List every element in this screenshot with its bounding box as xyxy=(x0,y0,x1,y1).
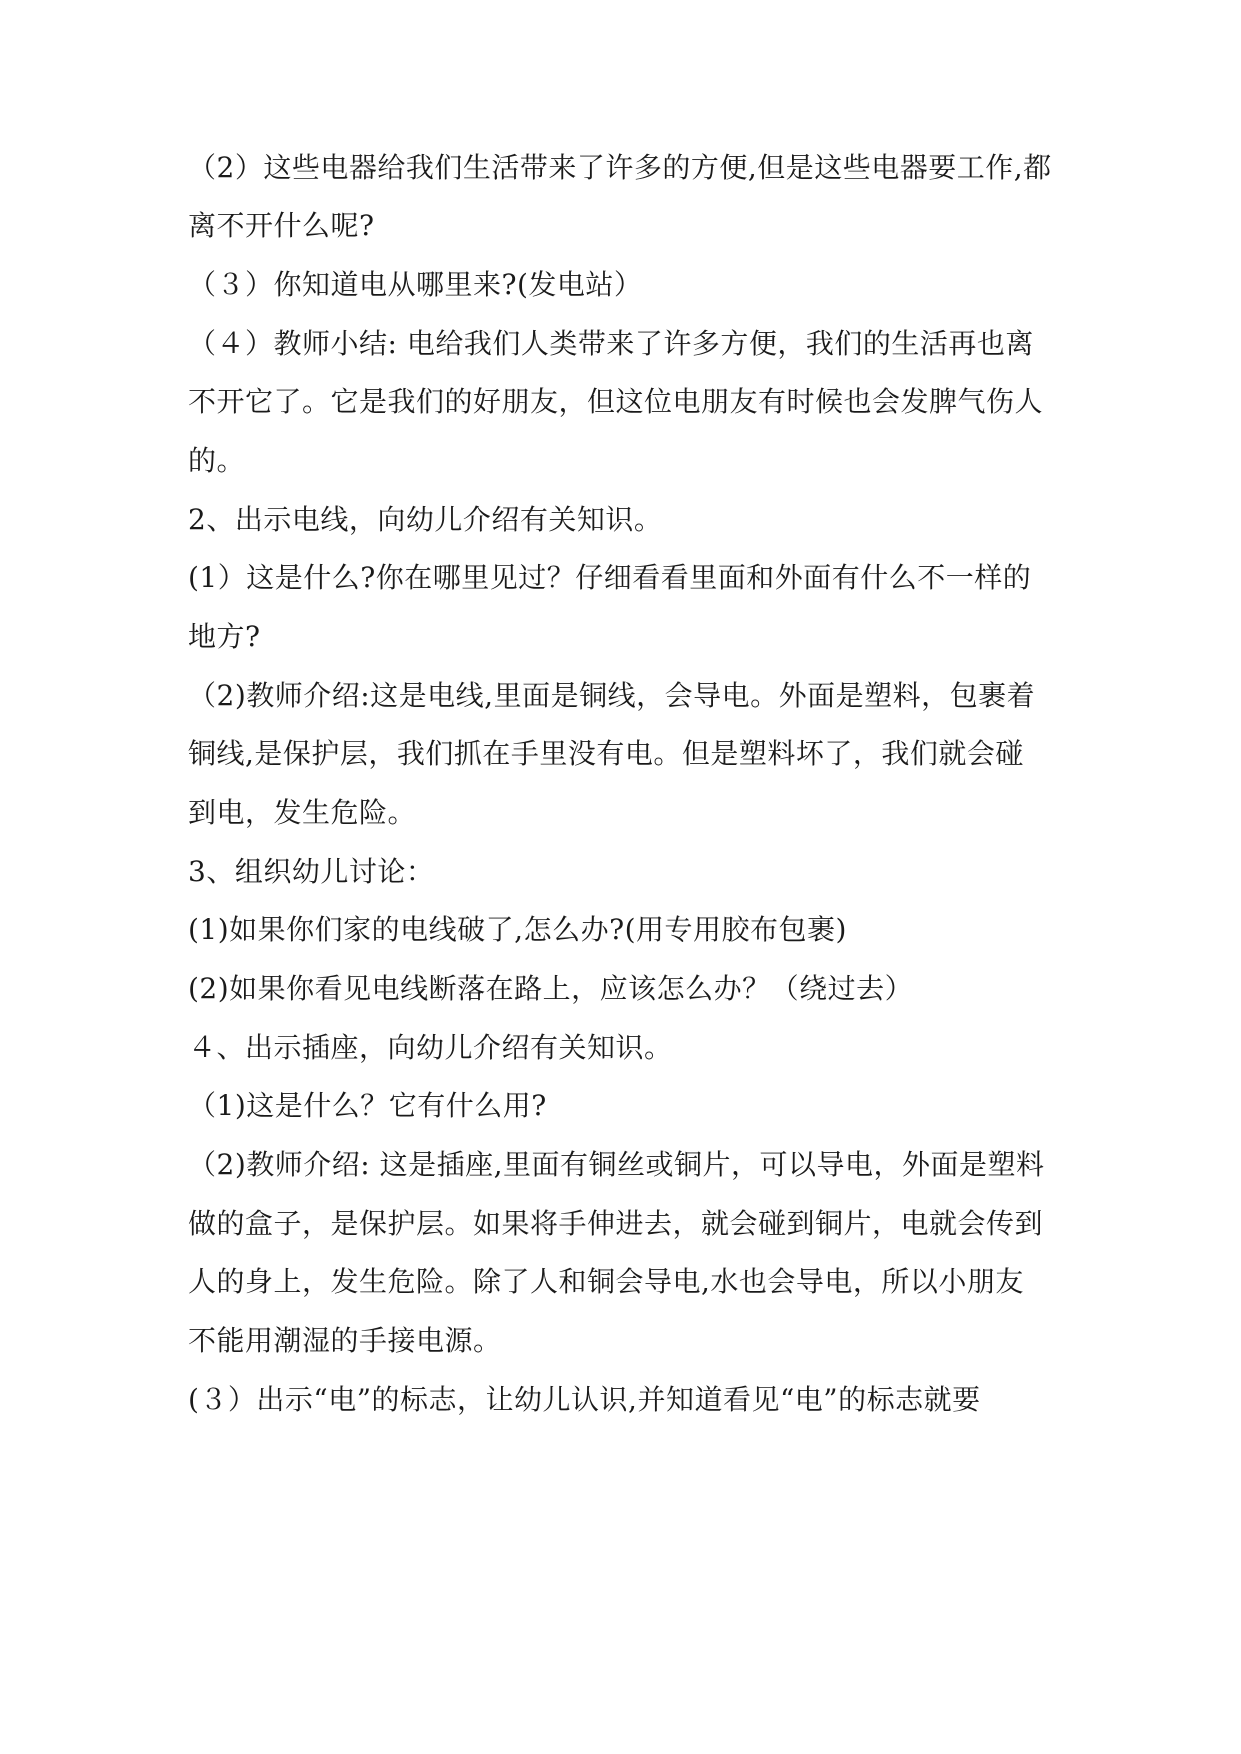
text-line: (３）出示“电”的标志，让幼儿认识,并知道看见“电”的标志就要 xyxy=(188,1383,981,1416)
text-line: 2、出示电线，向幼儿介绍有关知识。 xyxy=(188,503,663,536)
text-line: （４）教师小结: 电给我们人类带来了许多方便，我们的生活再也离 xyxy=(188,327,1034,360)
text-line: 3、组织幼儿讨论： xyxy=(188,855,435,888)
text-line: （３）你知道电从哪里来?(发电站） xyxy=(188,268,643,301)
text-line: 不开它了。它是我们的好朋友，但这位电朋友有时候也会发脾气伤人 xyxy=(188,385,1044,418)
text-line: 做的盒子，是保护层。如果将手伸进去，就会碰到铜片，电就会传到 xyxy=(188,1207,1044,1240)
text-line: 不能用潮湿的手接电源。 xyxy=(188,1324,502,1357)
text-line: (1)如果你们家的电线破了,怎么办?(用专用胶布包裹) xyxy=(188,913,847,946)
text-line: 人的身上，发生危险。除了人和铜会导电,水也会导电，所以小朋友 xyxy=(188,1265,1024,1298)
text-line: （2)教师介绍: 这是插座,里面有铜丝或铜片，可以导电，外面是塑料 xyxy=(188,1148,1045,1181)
text-line: 的。 xyxy=(188,444,246,477)
text-line: 离不开什么呢? xyxy=(188,209,375,242)
text-line: (2)如果你看见电线断落在路上，应该怎么办？（绕过去） xyxy=(188,972,914,1005)
text-line: （2)教师介绍:这是电线,里面是铜线，会导电。外面是塑料，包裹着 xyxy=(188,679,1036,712)
text-line: (1）这是什么?你在哪里见过？仔细看看里面和外面有什么不一样的 xyxy=(188,561,1032,594)
text-line: （1)这是什么？它有什么用? xyxy=(188,1089,547,1122)
text-line: （2）这些电器给我们生活带来了许多的方便,但是这些电器要工作,都 xyxy=(188,151,1052,184)
text-line: 铜线,是保护层，我们抓在手里没有电。但是塑料坏了，我们就会碰 xyxy=(188,737,1024,770)
text-line: ４、出示插座，向幼儿介绍有关知识。 xyxy=(188,1031,673,1064)
text-line: 到电，发生危险。 xyxy=(188,796,417,829)
text-line: 地方? xyxy=(188,620,261,653)
